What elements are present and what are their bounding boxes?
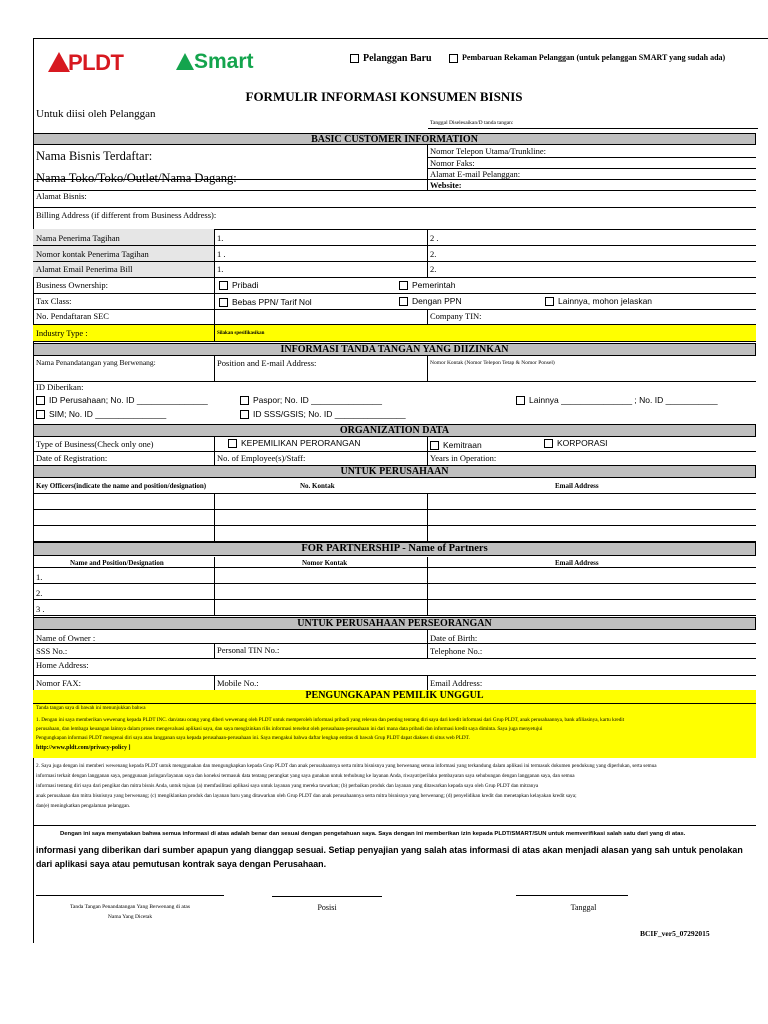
contact-column: No. Kontak xyxy=(300,482,335,490)
tax-ppn-option[interactable]: Dengan PPN xyxy=(399,296,462,306)
form-title: FORMULIR INFORMASI KONSUMEN BISNIS xyxy=(245,89,523,104)
partner-row-2[interactable]: 2. xyxy=(36,588,43,598)
declaration-line-3: dari aplikasi saya atau pemutusan kontrak saya dengan Perusahaan. xyxy=(36,859,327,869)
id-sim-option[interactable]: SIM; No. ID _______________ xyxy=(36,409,166,419)
signature-line[interactable] xyxy=(36,895,224,896)
disclosure-p1c: Pengungkapan informasi PLDT mengenai diri saya atau langganan saya kepada perusahaan-perusahaan ini. Saya mengakui bahwa daftar lengkap entitas di bawah Grup PLDT dapat diakses di situs web PLDT. xyxy=(36,735,470,741)
date-signed-label: Tanggal Diselesaikan/D tanda tangan: xyxy=(430,120,514,126)
fax-number-field[interactable]: Nomor FAX: xyxy=(36,678,81,688)
years-operation-field[interactable]: Years in Operation: xyxy=(430,453,497,463)
main-phone-field[interactable]: Nomor Telepon Utama/Trunkline: xyxy=(430,146,547,156)
home-address-field[interactable]: Home Address: xyxy=(36,660,89,670)
partner-row-3[interactable]: 3 . xyxy=(36,604,45,614)
tax-exempt-option[interactable]: Bebas PPN/ Tarif Nol xyxy=(219,297,312,307)
type-corporation-option[interactable]: KORPORASI xyxy=(544,438,608,448)
type-single-option[interactable]: KEPEMILIKAN PERORANGAN xyxy=(228,438,361,448)
id-other-option[interactable]: Lainnya _______________ ; No. ID ___________ xyxy=(516,395,718,405)
checkbox-icon[interactable] xyxy=(544,439,553,448)
checkbox-icon[interactable] xyxy=(516,396,525,405)
industry-type-label: Industry Type : xyxy=(36,328,88,338)
fax-field[interactable]: Nomor Faks: xyxy=(430,158,475,168)
bill-recipient-contact-2[interactable]: 2. xyxy=(430,249,437,259)
id-company-option[interactable]: ID Perusahaan; No. ID _______________ xyxy=(36,395,208,405)
partner-contact-column: Nomor Kontak xyxy=(302,559,348,567)
partnership-header: FOR PARTNERSHIP - Name of Partners xyxy=(33,542,756,556)
telephone-field[interactable]: Telephone No.: xyxy=(430,646,483,656)
disclosure-intro: Tanda tangan saya di bawah ini menunjukkan bahwa xyxy=(36,705,146,711)
tax-other-option[interactable]: Lainnya, mohon jelaskan xyxy=(545,296,652,306)
declaration-line-2: informasi yang diberikan dari sumber apapun yang dianggap sesuai. Setiap penyajian yang salah atas informasi di atas akan menjadi alasan yang sah untuk penolakan xyxy=(36,845,743,855)
signatory-name-field[interactable]: Nama Penandatangan yang Berwenang: xyxy=(36,358,156,367)
disclosure-p2b: informasi terkait dengan langganan saya, penggunaan jaringan/layanan saya dan koneksi termasuk data tentang perangkat yang saya gunakan untuk terhubung ke layanan Anda, riwayat/perilaku pembayaran saya sehubungan dengan langganan saya, dan semua xyxy=(36,773,575,779)
company-tin-field[interactable]: Company TIN: xyxy=(430,311,482,321)
organization-header: ORGANIZATION DATA xyxy=(33,424,756,437)
bill-recipient-contact-1[interactable]: 1 . xyxy=(217,249,226,259)
date-label: Tanggal xyxy=(570,903,597,912)
signature-label: Tanda Tangan Penandatangan Yang Berwenang di atas Nama Yang Dicetak xyxy=(70,904,190,920)
id-sss-option[interactable]: ID SSS/GSIS; No. ID _______________ xyxy=(240,409,406,419)
email-column: Email Address xyxy=(555,482,599,490)
id-given-label: ID Diberikan: xyxy=(36,382,84,392)
checkbox-icon[interactable] xyxy=(240,410,249,419)
privacy-policy-link[interactable]: http://www.pldt.com/privacy-policy ] xyxy=(36,745,131,751)
store-name-field[interactable]: Nama Toko/Toko/Outlet/Nama Dagang: xyxy=(36,171,237,185)
company-header: UNTUK PERUSAHAAN xyxy=(33,465,756,478)
new-customer-option[interactable]: Pelanggan Baru xyxy=(350,53,432,64)
bill-recipient-name-2[interactable]: 2 . xyxy=(430,233,439,243)
smart-logo-text: Smart xyxy=(194,50,254,73)
checkbox-icon[interactable] xyxy=(430,441,439,450)
checkbox-icon[interactable] xyxy=(545,297,554,306)
position-line[interactable] xyxy=(272,896,382,897)
registration-date-field[interactable]: Date of Registration: xyxy=(36,453,108,463)
pldt-logo-text: PLDT xyxy=(68,50,124,75)
partner-name-column: Name and Position/Designation xyxy=(70,559,164,567)
signatory-position-field[interactable]: Position and E-mail Address: xyxy=(217,358,317,368)
partner-email-column: Email Address xyxy=(555,559,599,567)
industry-type-row xyxy=(33,325,756,342)
signatory-contact-field[interactable]: Nomor Kontak (Nomor Telepon Tetap & Nomor Ponsel) xyxy=(430,360,555,366)
checkbox-icon[interactable] xyxy=(36,410,45,419)
disclosure-p2a: 2. Saya juga dengan ini memberi wewenang kepada PLDT untuk menggunakan dan mengungkapkan kepada Grup PLDT dan anak perusahaannya serta mitra bisnisnya yang berwenang semua informasi yang terkandung dalam aplikasi ini termasuk dokumen pendukung yang diperlukan, serta semua xyxy=(36,763,657,769)
ownership-private-option[interactable]: Pribadi xyxy=(219,280,258,290)
form-version: BCIF_ver5_07292015 xyxy=(640,929,710,938)
bill-recipient-contact-label: Nomor kontak Penerima Tagihan xyxy=(36,249,149,259)
sss-field[interactable]: SSS No.: xyxy=(36,646,68,656)
employee-count-field[interactable]: No. of Employee(s)/Staff: xyxy=(217,453,306,463)
bill-recipient-name-1[interactable]: 1. xyxy=(217,233,224,243)
disclosure-p2e: dan(e) meningkatkan pengalaman pelanggan. xyxy=(36,803,131,809)
checkbox-icon[interactable] xyxy=(219,281,228,290)
checkbox-icon[interactable] xyxy=(36,396,45,405)
owner-name-field[interactable]: Name of Owner : xyxy=(36,633,96,643)
checkbox-icon[interactable] xyxy=(219,298,228,307)
industry-type-field[interactable]: Silakan spesifikasikan xyxy=(217,331,265,336)
declaration-line-1: Dengan ini saya menyatakan bahwa semua informasi di atas adalah benar dan sesuai dengan pengetahuan saya. Saya dengan ini memberikan izin kepada PLDT/SMART/SUN untuk memverifikasi salah satu dari yang di atas. xyxy=(60,831,686,837)
tax-class-label: Tax Class: xyxy=(36,296,72,306)
date-line[interactable] xyxy=(516,895,628,896)
sec-number-field[interactable]: No. Pendaftaran SEC xyxy=(36,311,109,321)
key-officers-column: Key Officers(indicate the name and position/designation) xyxy=(36,482,207,490)
disclosure-header: PENGUNGKAPAN PEMILIK UNGGUL xyxy=(305,690,484,701)
business-address-field[interactable]: Alamat Bisnis: xyxy=(36,191,87,201)
sole-proprietor-header: UNTUK PERUSAHAAN PERSEORANGAN xyxy=(33,617,756,630)
signatory-header: INFORMASI TANDA TANGAN YANG DIIZINKAN xyxy=(33,343,756,356)
business-type-label: Type of Business(Check only one) xyxy=(36,439,154,449)
mobile-field[interactable]: Mobile No.: xyxy=(217,678,259,688)
ownership-government-option[interactable]: Pemerintah xyxy=(399,280,455,290)
customer-email-field[interactable]: Alamat E-mail Pelanggan: xyxy=(430,169,521,179)
position-label: Posisi xyxy=(317,903,337,912)
personal-tin-field[interactable]: Personal TIN No.: xyxy=(217,645,280,655)
business-name-field[interactable]: Nama Bisnis Terdaftar: xyxy=(36,149,153,163)
update-customer-option[interactable]: Pembaruan Rekaman Pelanggan (untuk pelanggan SMART yang sudah ada) xyxy=(449,53,725,63)
disclosure-p2c: informasi tentang diri saya dari pengikat dan mitra bisnis Anda, untuk tujuan (a) memfasilitasi aplikasi saya untuk layanan yang mereka tawarkan; (b) perbaikan produk dan layanan yang ditawarkan kepada saya oleh Grup PLDT dan mitranya xyxy=(36,783,539,789)
disclosure-p1b: perusahaan, dan lembaga keuangan lainnya dalam proses mengevaluasi aplikasi saya, dan saya mengizinkan rilis informasi tersebut oleh perusahaan-perusahaan ini dari mana data pribadi dan informasi kredit saya diminta. Saya juga menyetujui xyxy=(36,726,543,732)
disclosure-p2d: anak perusahaan dan mitra bisnisnya yang berwenang; (c) mengiklankan produk dan layanan baru yang ditawarkan oleh Grup PLDT dan anak perusahaannya serta mitra bisnisnya yang berwenang; (d) penyelidikan kredit dan menetapkan kelayakan kredit saya; xyxy=(36,793,577,799)
id-passport-option[interactable]: Paspor; No. ID _______________ xyxy=(240,395,382,405)
checkbox-icon[interactable] xyxy=(399,281,408,290)
bill-recipient-email-2[interactable]: 2. xyxy=(430,264,437,274)
type-partnership-option[interactable]: Kemitraan xyxy=(430,440,482,450)
bill-recipient-email-label: Alamat Email Penerima Bill xyxy=(36,264,133,274)
partner-row-1[interactable]: 1. xyxy=(36,572,43,582)
billing-address-field[interactable]: Billing Address (if different from Business Address): xyxy=(36,210,217,220)
form-subtitle: Untuk diisi oleh Pelanggan xyxy=(36,108,156,120)
bill-recipient-email-1[interactable]: 1. xyxy=(217,264,224,274)
sole-email-field[interactable]: Email Address: xyxy=(430,678,483,688)
bill-recipient-name-label: Nama Penerima Tagihan xyxy=(36,233,120,243)
ownership-label: Business Ownership: xyxy=(36,280,109,290)
disclosure-p1a: 1. Dengan ini saya memberikan wewenang kepada PLDT INC. dan/atau orang yang diberi wewenang oleh PLDT untuk memperoleh informasi pribadi yang relevan dan penting tentang diri saya dari kredit informasi dari Grup PLDT, anak perusahaannya, bank afiliasinya, kartu kredit xyxy=(36,717,625,723)
website-field[interactable]: Website: xyxy=(430,180,462,190)
checkbox-icon[interactable] xyxy=(399,297,408,306)
checkbox-icon[interactable] xyxy=(240,396,249,405)
basic-info-header: BASIC CUSTOMER INFORMATION xyxy=(33,133,756,145)
checkbox-icon[interactable] xyxy=(228,439,237,448)
dob-field[interactable]: Date of Birth: xyxy=(430,633,478,643)
